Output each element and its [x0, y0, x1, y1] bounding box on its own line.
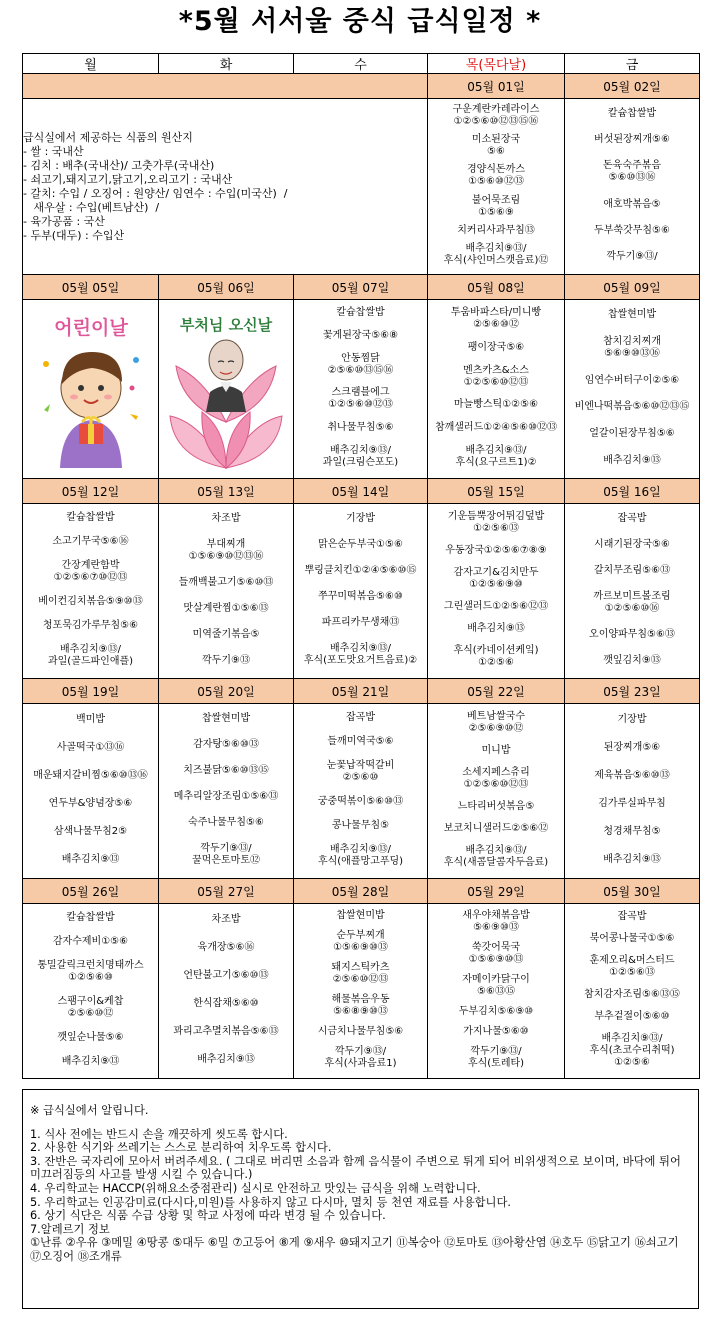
date-cell: 05월 15일 — [428, 479, 565, 504]
menu-item: 베트남쌀국수 ②⑤⑥⑨⑩⑫ — [467, 711, 525, 734]
menu-item: 새우야채볶음밥 ⑤⑥⑨⑩⑬ — [462, 910, 530, 933]
origin-header: 급식실에서 제공하는 식품의 원산지 — [23, 130, 193, 144]
menu-item: 기운듬뿍장어튀김덮밥 ①②⑤⑥⑬ — [447, 511, 545, 534]
menu-item: 참치김치찌개 ⑤⑥⑨⑩⑬⑯ — [603, 335, 661, 359]
menu-item: 연두부&양념장⑤⑥ — [48, 798, 133, 809]
menu-item: 배추김치⑨⑬/ 과일(골드파인애플) — [47, 644, 134, 667]
menu-item: 감자수제비①⑤⑥ — [52, 936, 129, 947]
menu-item: 삼색나물무침2⑤ — [53, 826, 128, 837]
menu-item: 스팸구이&케찹 ②⑤⑥⑩⑫ — [57, 996, 124, 1019]
menu-item: 배추김치⑨⑬/ 후식(요구르트1)② — [455, 444, 537, 468]
weekday-fri: 금 — [565, 54, 700, 74]
week4-menu-row — [23, 704, 700, 879]
menu-item: 멘츠카츠&소스 ①②⑤⑥⑩⑫⑬ — [463, 364, 529, 388]
menu-item: 배추김치⑨⑬ — [603, 454, 661, 466]
menu-item: 두부쑥갓무침⑤⑥ — [594, 224, 670, 236]
menu-item: 맑은순두부국①⑤⑥ — [318, 539, 403, 550]
menu-cell — [23, 704, 159, 879]
menu-item: 배추김치⑨⑬/ 후식(새콤달콤자두음료) — [443, 845, 549, 868]
menu-item: 불어묵조림 ①⑤⑥⑨ — [471, 194, 521, 218]
menu-item: 배추김치⑨⑬ — [61, 854, 120, 865]
origin-line: - 쇠고기,돼지고기,닭고기,오리고기 : 국내산 — [23, 172, 233, 186]
menu-item: 마늘빵스틱①②⑤⑥ — [453, 399, 539, 411]
menu-item: 소세지페스츄리 ①②⑤⑥⑩⑫⑬ — [462, 767, 530, 790]
date-cell: 05월 22일 — [428, 679, 565, 704]
menu-item: 배추김치⑨⑬/ 후식(초코수리취떡) ①②⑤⑥ — [589, 1033, 675, 1068]
notice-line: 3. 잔반은 국자리에 모아서 버려주세요. ( 그대로 버리면 소음과 함께 음식물이 주변으로 튀게 되어 비위생적으로 보이며, 바닥에 튀어 미끄러짐등의 사고를 발생 시킬 수 있습니다.) — [30, 1154, 681, 1182]
menu-item: 스크램블에그 ①②⑤⑥⑩⑫⑬ — [328, 387, 393, 411]
buddhas-birthday-label: 부처님 오신날 — [179, 316, 272, 334]
date-cell: 05월 06일 — [159, 275, 294, 300]
menu-item: 기장밥 — [346, 513, 375, 524]
menu-cell — [565, 904, 700, 1079]
date-cell: 05월 27일 — [159, 879, 294, 904]
menu-item: 미역줄기볶음⑤ — [192, 629, 260, 640]
menu-item: 돈육숙주볶음 ⑤⑥⑩⑬⑯ — [603, 160, 661, 184]
menu-item: 배추김치⑨⑬/ 후식(포도맛요거트음료)② — [303, 643, 418, 666]
date-cell: 05월 28일 — [294, 879, 428, 904]
childrens-day-illustration — [24, 300, 158, 474]
menu-cell — [565, 300, 700, 479]
menu-item: 부추겉절이⑤⑥⑩ — [594, 1011, 670, 1022]
date-cell: 05월 29일 — [428, 879, 565, 904]
menu-item: 깍두기⑨⑬/ 후식(사과음료1) — [324, 1046, 397, 1069]
menu-item: 해물볶음우동 ⑤⑥⑧⑨⑩⑬ — [331, 994, 390, 1017]
menu-item: 칼슘찹쌀밥 — [66, 512, 115, 523]
menu-item: 들깨백불고기⑤⑥⑩⑬ — [178, 577, 274, 588]
notice-line: 4. 우리학교는 HACCP(위해요소중점관리) 실시로 안전하고 맛있는 급식을 위해 노력합니다. — [30, 1181, 481, 1195]
week2-date-row — [23, 275, 700, 300]
menu-item: 잡곡밥 — [617, 513, 647, 524]
menu-item: 찹쌀현미밥 — [336, 910, 385, 921]
menu-item: 얼갈이된장무침⑤⑥ — [589, 427, 675, 439]
origin-line: - 육가공품 : 국산 — [23, 214, 105, 228]
date-cell: 05월 16일 — [565, 479, 700, 504]
menu-cell — [159, 904, 294, 1079]
menu-item: 육개장⑤⑥⑯ — [197, 942, 255, 953]
menu-item: 맛살계란찜①⑤⑥⑬ — [183, 603, 269, 614]
menu-item: 잡곡밥 — [617, 911, 647, 922]
menu-item: 경양식돈까스 ①⑤⑥⑩⑫⑬ — [467, 164, 525, 188]
menu-item: 궁중떡볶이⑤⑥⑩⑬ — [317, 796, 404, 807]
menu-cell — [428, 504, 565, 679]
menu-item: 백미밥 — [76, 714, 105, 725]
date-cell: 05월 02일 — [565, 74, 700, 99]
menu-item: 미소된장국 ⑤⑥ — [471, 134, 521, 158]
menu-item: 까르보미트볼조림 ①②⑤⑥⑩⑯ — [593, 591, 671, 614]
origin-line: - 두부(대두) : 수입산 — [23, 228, 125, 242]
origin-line: - 김치 : 배추(국내산)/ 고춧가루(국내산) — [23, 158, 215, 172]
date-cell: 05월 13일 — [159, 479, 294, 504]
weekday-wed: 수 — [294, 54, 428, 74]
menu-item: 참치감자조림⑤⑥⑬⑮ — [584, 989, 680, 1000]
notice-box — [22, 1089, 699, 1309]
menu-item: 베이컨김치볶음⑤⑨⑩⑬ — [38, 596, 143, 607]
menu-item: 북어콩나물국①⑤⑥ — [589, 933, 675, 944]
menu-item: 부대찌개 ①⑤⑥⑨⑩⑫⑬⑯ — [188, 539, 264, 562]
menu-item: 칼슘찹쌀밥 — [66, 912, 115, 923]
menu-item: 배추김치⑨⑬ — [467, 623, 525, 634]
menu-item: 꽈리고추멸치볶음⑤⑥⑬ — [173, 1026, 279, 1037]
menu-item: 임연수버터구이②⑤⑥ — [584, 374, 680, 386]
menu-item: 칼슘찹쌀밥 — [607, 108, 657, 120]
menu-item: 돼지스틱카츠 ②⑤⑥⑩⑫⑬ — [331, 962, 390, 985]
menu-item: 눈꽃납작떡갈비 ②⑤⑥⑩ — [326, 760, 395, 783]
menu-item: 뿌링클치킨①②④⑤⑥⑩⑮ — [304, 565, 417, 576]
weekday-tue: 화 — [159, 54, 294, 74]
week5-menu-row — [23, 904, 700, 1079]
date-cell: 05월 07일 — [294, 275, 428, 300]
menu-item: 투움바파스타/미니빵 ②⑤⑥⑩⑫ — [450, 307, 542, 331]
menu-item: 찹쌀현미밥 — [201, 713, 251, 724]
menu-item: 통밀갈릭크런치명태까스 ①②⑤⑥⑩ — [37, 960, 144, 983]
menu-item: 청포묵김가루무침⑤⑥ — [42, 620, 139, 631]
menu-item: 칼슘찹쌀밥 — [336, 307, 385, 319]
menu-cell — [294, 904, 428, 1079]
origin-line: - 갈치: 수입 / 오징어 : 원양산/ 임연수 : 수입(미국산) / — [23, 186, 288, 200]
date-cell: 05월 14일 — [294, 479, 428, 504]
date-cell: 05월 20일 — [159, 679, 294, 704]
menu-item: 감자탕⑤⑥⑩⑬ — [193, 739, 259, 750]
menu-item: 깻잎순나물⑤⑥ — [57, 1032, 124, 1043]
menu-item: 쭈꾸미떡볶음⑤⑥⑩ — [318, 591, 403, 602]
menu-item: 언탄불고기⑤⑥⑩⑬ — [183, 970, 269, 981]
week3-menu-row — [23, 504, 700, 679]
menu-cell — [428, 904, 565, 1079]
menu-cell — [294, 504, 428, 679]
notice-line: 6. 상기 식단은 식품 수급 상황 및 학교 사정에 따라 변경 될 수 있습니다. — [30, 1209, 386, 1223]
menu-item: 시래기된장국⑤⑥ — [594, 539, 670, 550]
menu-item: 배추김치⑨⑬/ 과일(크림슨포도) — [322, 444, 399, 468]
menu-item: 치커리사과무침⑬ — [457, 224, 535, 236]
origin-line: - 쌀 : 국내산 — [23, 144, 84, 158]
menu-item: 청경채무침⑤ — [603, 826, 661, 837]
menu-item: 제육볶음⑤⑥⑩⑬ — [594, 770, 670, 781]
menu-item: 배추김치⑨⑬/ 후식(샤인머스캣음료)⑫ — [443, 242, 549, 266]
menu-item: 가지나물⑤⑥⑩ — [463, 1026, 529, 1037]
menu-item: 훈제오리&머스터드 ①②⑤⑥⑬ — [589, 955, 675, 978]
menu-item: 메추리알장조림①⑤⑥⑬ — [173, 791, 279, 802]
menu-item: 깻잎김치⑨⑬ — [603, 655, 661, 666]
menu-item: 꽃게된장국⑤⑥⑧ — [322, 329, 399, 341]
menu-item: 후식(카네이션케잌) ①②⑤⑥ — [453, 645, 539, 668]
menu-item: 갈치무조림⑤⑥⑬ — [593, 565, 671, 576]
menu-item: 팽이장국⑤⑥ — [467, 341, 525, 353]
menu-item: 파프리카무생채⑬ — [321, 617, 400, 628]
origin-line: 새우살 : 수입(베트남산) / — [23, 200, 160, 214]
menu-item: 참깨샐러드①②④⑤⑥⑩⑫⑬ — [434, 421, 558, 433]
menu-item: 소고기무국⑤⑥⑯ — [52, 536, 129, 547]
menu-item: 콩나물무침⑤ — [331, 820, 390, 831]
weekday-thu: 목(목다날) — [428, 54, 565, 74]
menu-cell — [565, 704, 700, 879]
menu-item: 깍두기⑨⑬ — [202, 655, 250, 666]
weekday-mon: 월 — [23, 54, 159, 74]
week2-menu-row — [23, 300, 700, 479]
date-cell: 05월 09일 — [565, 275, 700, 300]
notice-title: ※ 급식실에서 알립니다. — [30, 1104, 149, 1117]
menu-item: 버섯된장찌개⑤⑥ — [594, 134, 670, 146]
notice-line: 1. 식사 전에는 반드시 손을 깨끗하게 씻도록 합시다. — [30, 1127, 288, 1141]
menu-item: 숙주나물무침⑤⑥ — [188, 817, 264, 828]
menu-item: 배추김치⑨⑬ — [197, 1054, 255, 1065]
childrens-day-cell — [23, 300, 159, 479]
menu-item: 들깨미역국⑤⑥ — [327, 736, 394, 747]
menu-item: 한식잡채⑤⑥⑩ — [193, 998, 259, 1009]
week1-empty-date — [23, 74, 428, 99]
menu-item: 순두부찌개 ①⑤⑥⑨⑩⑬ — [333, 930, 388, 953]
menu-cell — [294, 704, 428, 879]
date-cell: 05월 23일 — [565, 679, 700, 704]
menu-item: 느타리버섯볶음⑤ — [457, 801, 535, 812]
notice-line: 2. 사용한 식기와 쓰레기는 스스로 분리하여 치우도록 합시다. — [30, 1141, 332, 1155]
date-cell: 05월 12일 — [23, 479, 159, 504]
menu-cell — [428, 99, 565, 275]
menu-item: 오이양파무침⑤⑥⑬ — [589, 629, 675, 640]
menu-cell — [23, 504, 159, 679]
menu-item: 미니밥 — [481, 745, 511, 756]
menu-item: 깍두기⑨⑬/ 꿀먹은토마토⑫ — [192, 843, 260, 866]
menu-item: 우동장국①②⑤⑥⑦⑧⑨ — [445, 545, 547, 556]
menu-item: 두부김치⑤⑥⑨⑩ — [458, 1006, 534, 1017]
date-cell: 05월 01일 — [428, 74, 565, 99]
menu-item: 배추김치⑨⑬/ 후식(애플망고푸딩) — [317, 844, 404, 867]
week5-date-row — [23, 879, 700, 904]
menu-item: 치즈불닭⑤⑥⑩⑬⑮ — [183, 765, 269, 776]
notice-line: 5. 우리학교는 인공감미료(다시다,미원)를 사용하지 않고 다시마, 멸치 등 천연 재료를 사용합니다. — [30, 1195, 511, 1209]
buddhas-birthday-illustration — [160, 300, 293, 474]
menu-calendar — [22, 53, 700, 1079]
menu-cell — [294, 300, 428, 479]
menu-cell — [428, 704, 565, 879]
menu-item: 깍두기⑨⑬/ 후식(토레타) — [467, 1046, 525, 1069]
menu-item: 김가루실파무침 — [598, 798, 666, 809]
week4-date-row — [23, 679, 700, 704]
menu-item: 자메이카닭구이 ⑤⑥⑬⑮ — [462, 974, 530, 997]
menu-item: 구운계란카레라이스 ①②⑤⑥⑩⑫⑬⑮⑯ — [452, 104, 540, 128]
page-title: *5월 서서울 중식 급식일정 * — [178, 6, 542, 37]
menu-item: 기장밥 — [617, 714, 647, 725]
menu-item: 된장찌개⑤⑥ — [603, 742, 661, 753]
menu-item: 쑥갓어묵국 ①⑤⑥⑨⑩⑬ — [468, 942, 524, 965]
date-cell: 05월 30일 — [565, 879, 700, 904]
menu-item: 매운돼지갈비찜⑤⑥⑩⑬⑯ — [33, 770, 148, 781]
menu-cell — [23, 904, 159, 1079]
menu-item: 배추김치⑨⑬ — [603, 854, 661, 865]
date-cell: 05월 26일 — [23, 879, 159, 904]
menu-cell — [159, 704, 294, 879]
menu-item: 안동찜닭 ②⑤⑥⑩⑬⑮⑯ — [327, 352, 394, 376]
notice-line: 7.알레르기 정보 — [30, 1222, 110, 1236]
date-cell: 05월 08일 — [428, 275, 565, 300]
childrens-day-label: 어린이날 — [53, 317, 128, 339]
menu-item: 그린샐러드①②⑤⑥⑫⑬ — [443, 601, 549, 612]
date-cell: 05월 19일 — [23, 679, 159, 704]
menu-item: 차조밥 — [211, 914, 241, 925]
menu-item: 취나물무침⑤⑥ — [327, 421, 394, 433]
menu-cell — [565, 504, 700, 679]
buddhas-birthday-cell — [159, 300, 294, 479]
menu-cell — [565, 99, 700, 275]
menu-item: 감자고기&김치만두 ①②⑤⑥⑨⑩ — [453, 567, 539, 590]
menu-item: 배추김치⑨⑬ — [61, 1056, 120, 1067]
date-cell: 05월 05일 — [23, 275, 159, 300]
week1-menu-row — [23, 99, 700, 275]
allergy-legend: ①난류 ②우유 ③메밀 ④땅콩 ⑤대두 ⑥밀 ⑦고등어 ⑧게 ⑨새우 ⑩돼지고기 ⑪복숭아 ⑫토마토 ⑬아황산염 ⑭호두 ⑮닭고기 ⑯쇠고기 ⑰오징어 ⑱조개류 — [30, 1236, 679, 1263]
menu-cell — [159, 504, 294, 679]
origin-info — [23, 99, 428, 275]
menu-item: 잡곡밥 — [346, 712, 375, 723]
menu-item: 찹쌀현미밥 — [607, 309, 657, 321]
menu-item: 보코치니샐러드②⑤⑥⑫ — [443, 823, 549, 834]
menu-item: 사골떡국①⑬⑯ — [56, 742, 125, 753]
menu-item: 차조밥 — [211, 513, 241, 524]
menu-item: 깍두기⑨⑬/ — [606, 250, 658, 262]
menu-item: 시금치나물무침⑤⑥ — [317, 1026, 404, 1037]
menu-cell — [428, 300, 565, 479]
week3-date-row — [23, 479, 700, 504]
menu-item: 간장계란함박 ①②⑤⑥⑦⑩⑫⑬ — [53, 560, 128, 583]
weekday-header-row — [23, 54, 700, 74]
date-cell: 05월 21일 — [294, 679, 428, 704]
week1-date-row — [23, 74, 700, 99]
menu-item: 애호박볶음⑤ — [603, 198, 661, 210]
menu-item: 비엔나떡볶음⑤⑥⑩⑫⑬⑮ — [574, 401, 690, 413]
